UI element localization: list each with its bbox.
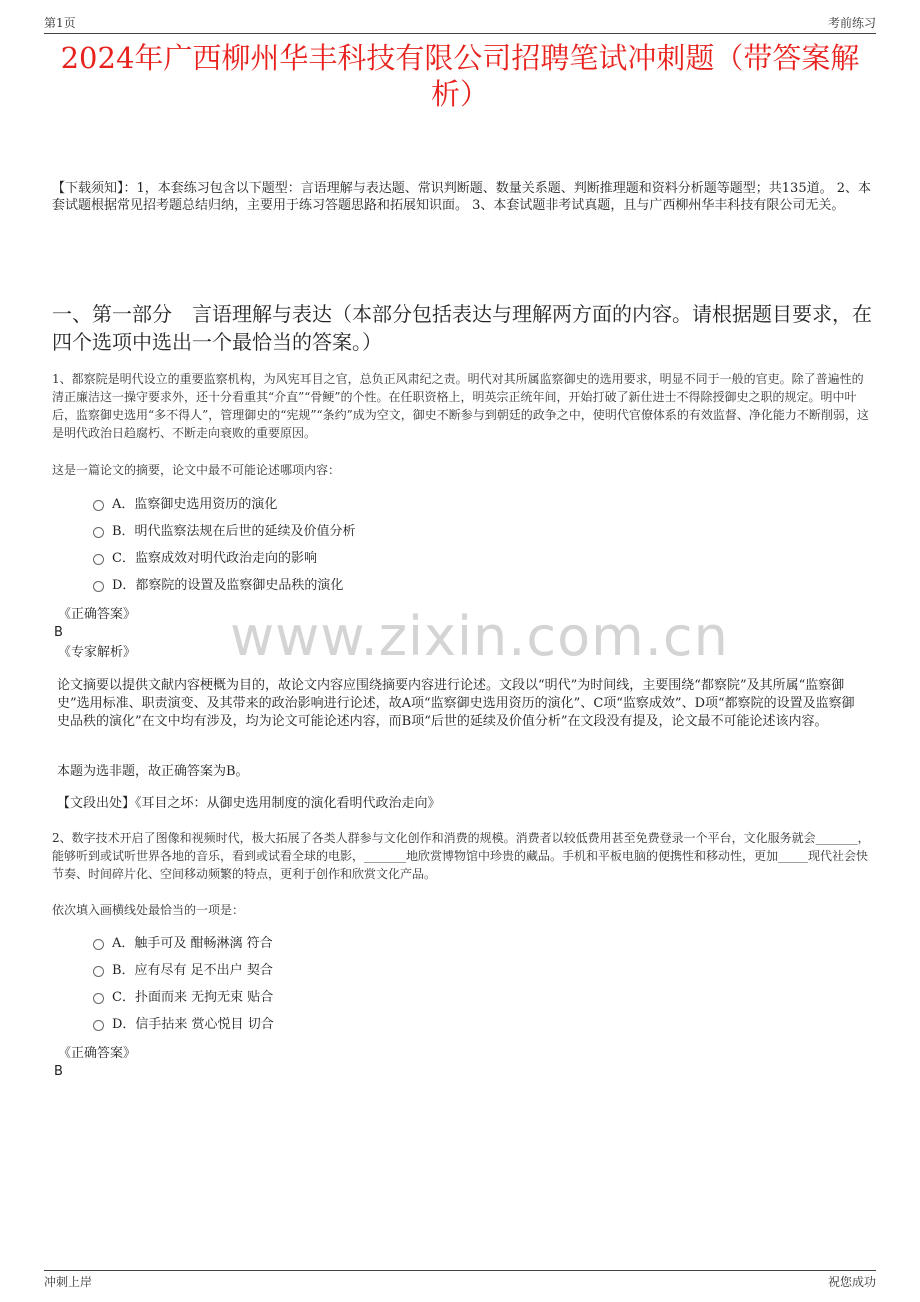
q1-analysis-label: 《专家解析》 bbox=[58, 645, 137, 660]
radio-icon[interactable] bbox=[93, 581, 104, 592]
q1-answer: B bbox=[54, 625, 63, 640]
q1-analysis: 论文摘要以提供文献内容梗概为目的，故论文内容应围绕摘要内容进行论述。文段以“明代”为时间线，主要围绕“都察院”及其所属“监察御史”选用标准、职责演变、及其带来的政治影响进行论述，故A项“监察御史选用资历的演化”、C项“监察成效”、D项“都察院的设置及监察御史品秩的演化”在文中均有涉及，均为论文可能论述内容，而B项“后世的延续及价值分析”在文段没有提及，论文最不可能论述该内容。 bbox=[57, 678, 855, 729]
q2-question: 依次填入画横线处最恰当的一项是： bbox=[52, 903, 245, 917]
radio-icon[interactable] bbox=[93, 993, 104, 1004]
footer-right: 祝您成功 bbox=[827, 1275, 876, 1289]
blank-1: _______ bbox=[815, 831, 858, 845]
radio-icon[interactable] bbox=[93, 939, 104, 950]
page-footer bbox=[44, 1270, 876, 1294]
download-notice: 【下载须知】：1，本套练习包含以下题型：言语理解与表达题、常识判断题、数量关系题、判断推理题和资料分析题等题型；共135道。 2、本套试题根据常见招考题总结归纳，主要用于练习答题思路和拓展知识面。 3、本套试题非考试真题，且与广西柳州华丰科技有限公司无关。 bbox=[52, 181, 871, 213]
q1-answer-label: 《正确答案》 bbox=[58, 607, 137, 622]
blank-3: _____ bbox=[778, 849, 809, 863]
radio-icon[interactable] bbox=[93, 554, 104, 565]
q2-answer: B bbox=[54, 1064, 63, 1079]
q2-option-b[interactable]: B．应有尽有 足不出户 契合 bbox=[93, 962, 273, 980]
radio-icon[interactable] bbox=[93, 966, 104, 977]
q1-source: 【文段出处】《耳目之坏：从御史选用制度的演化看明代政治走向》 bbox=[57, 796, 441, 811]
q1-option-b[interactable]: B．明代监察法规在后世的延续及价值分析 bbox=[93, 523, 356, 541]
q1-option-d[interactable]: D．都察院的设置及监察御史品秩的演化 bbox=[93, 577, 343, 595]
page-header bbox=[44, 12, 876, 34]
q1-option-a[interactable]: A．监察御史选用资历的演化 bbox=[93, 496, 277, 514]
document-title: 2024年广西柳州华丰科技有限公司招聘笔试冲刺题（带答案解析） bbox=[60, 41, 860, 111]
q2-stem: 2、数字技术开启了图像和视频时代，极大拓展了各类人群参与文化创作和消费的规模。消费者以较低费用甚至免费登录一个平台，文化服务就会_______，能够听到或试听世界各地的音乐，看到或试看全球的电影，_______地欣赏博物馆中珍贵的藏品。手机和平板电脑的便携性和移动性，更加_____现代社会快节奏、时间碎片化、空间移动频繁的特点，更利于创作和欣赏文化产品。 bbox=[52, 831, 870, 881]
q1-stem: 1、都察院是明代设立的重要监察机构，为风宪耳目之官，总负正风肃纪之责。明代对其所属监察御史的选用要求，明显不同于一般的官吏。除了普遍性的清正廉洁这一操守要求外，还十分看重其“介直”“骨鲠”的个性。在任职资格上，明英宗正统年间，开始打破了新仕进士不得除授御史之职的规定。明中叶后，监察御史选用“多不得人”，管理御史的“宪规”“条约”成为空文，御史不断参与到朝廷的政争之中，使明代官僚体系的有效监督、净化能力不断削弱，这是明代政治日趋腐朽、不断走向衰败的重要原因。 bbox=[52, 372, 869, 440]
radio-icon[interactable] bbox=[93, 527, 104, 538]
radio-icon[interactable] bbox=[93, 500, 104, 511]
page-number: 第1页 bbox=[44, 16, 76, 30]
q2-answer-label: 《正确答案》 bbox=[58, 1046, 137, 1061]
watermark: www.zixin.com.cn bbox=[230, 605, 729, 668]
q2-option-d[interactable]: D．信手拈来 赏心悦目 切合 bbox=[93, 1016, 274, 1034]
q2-option-a[interactable]: A．触手可及 酣畅淋漓 符合 bbox=[93, 935, 273, 953]
section-heading: 一、第一部分 言语理解与表达（本部分包括表达与理解两方面的内容。请根据题目要求，在四个选项中选出一个最恰当的答案。） bbox=[52, 302, 872, 354]
header-label: 考前练习 bbox=[827, 16, 876, 30]
q1-conclusion: 本题为选非题，故正确答案为B。 bbox=[57, 764, 249, 779]
q2-option-c[interactable]: C．扑面而来 无拘无束 贴合 bbox=[93, 989, 273, 1007]
q1-option-c[interactable]: C．监察成效对明代政治走向的影响 bbox=[93, 550, 317, 568]
footer-left: 冲刺上岸 bbox=[44, 1275, 93, 1289]
blank-2: _______ bbox=[364, 849, 407, 863]
radio-icon[interactable] bbox=[93, 1020, 104, 1031]
q1-question: 这是一篇论文的摘要，论文中最不可能论述哪项内容： bbox=[52, 463, 341, 477]
